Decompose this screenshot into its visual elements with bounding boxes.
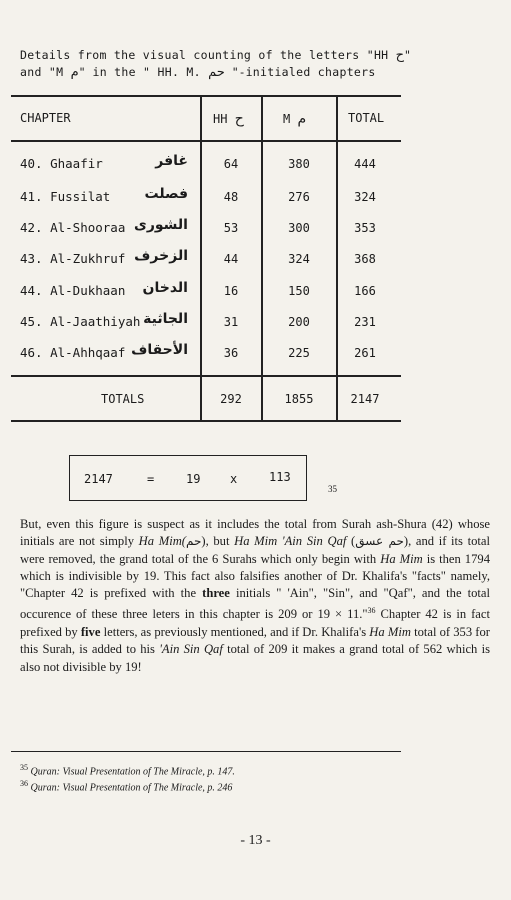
- chapter-arabic: غافر: [155, 153, 188, 169]
- table-totals-rule: [11, 375, 401, 377]
- row-total: 368: [354, 252, 376, 266]
- equation-box: [69, 455, 307, 501]
- hh-count: 16: [223, 284, 239, 298]
- times-sign: x: [230, 472, 238, 486]
- footnote-rule: [11, 751, 401, 752]
- hh-count: 53: [223, 221, 239, 235]
- hh-count: 36: [223, 346, 239, 360]
- header-chapter: CHAPTER: [20, 111, 71, 125]
- factor-113: 113: [269, 470, 291, 484]
- hh-count: 44: [223, 252, 239, 266]
- m-count: 225: [288, 346, 310, 360]
- footnote-36: $^{36}$ Quran: Visual Presentation of The Miracle, p. 246: [20, 779, 233, 794]
- factor-19: 19: [186, 472, 201, 486]
- arabic-letter-hh: ح: [395, 48, 405, 63]
- arabic-letters-hm: حم: [208, 65, 225, 80]
- arabic-letter-hh: ح: [234, 111, 244, 127]
- chapter-name: 46. Al-Ahhqaaf: [20, 345, 126, 360]
- chapter-arabic: الجاثية: [143, 311, 188, 327]
- header-hh: HH ح: [213, 111, 244, 127]
- hh-count: 64: [223, 157, 239, 171]
- m-count: 380: [288, 157, 310, 171]
- arabic-letter-m: م: [70, 65, 79, 80]
- footnote-ref-36: 36: [367, 606, 376, 616]
- arabic-letter-m: م: [297, 111, 307, 127]
- m-count: 300: [288, 221, 310, 235]
- m-count: 276: [288, 190, 310, 204]
- table-caption: [20, 47, 500, 81]
- equals-sign: =: [147, 472, 155, 486]
- row-total: 324: [354, 190, 376, 204]
- chapter-name: 44. Al-Dukhaan: [20, 283, 126, 298]
- m-count: 150: [288, 284, 310, 298]
- chapter-arabic: الأحقاف: [131, 342, 188, 358]
- chapter-arabic: الشورى: [134, 217, 188, 233]
- table-header-rule: [11, 140, 401, 142]
- totals-hh: 292: [220, 392, 242, 406]
- row-total: 444: [354, 157, 376, 171]
- m-count: 200: [288, 315, 310, 329]
- row-total: 261: [354, 346, 376, 360]
- totals-total: 2147: [350, 392, 380, 406]
- totals-label: TOTALS: [101, 392, 145, 406]
- m-count: 324: [288, 252, 310, 266]
- header-m: M م: [283, 111, 307, 127]
- chapter-name: 43. Al-Zukhruf: [20, 251, 126, 266]
- caption-line-1: Details from the visual counting of the letters "HH ح": [20, 48, 411, 63]
- hh-count: 31: [223, 315, 239, 329]
- chapter-name: 45. Al-Jaathiyah: [20, 314, 141, 329]
- chapter-arabic: الزخرف: [134, 248, 188, 264]
- footnote-35: $^{35}$ Quran: Visual Presentation of The Miracle, p. 147.: [20, 763, 235, 778]
- equation-lhs: 2147: [84, 472, 113, 486]
- chapter-name: 41. Fussilat: [20, 189, 111, 204]
- chapter-arabic: فصلت: [144, 186, 188, 202]
- table-bottom-rule: [11, 420, 401, 422]
- page-number: - 13 -: [240, 833, 271, 848]
- totals-m: 1855: [284, 392, 314, 406]
- chapter-name: 42. Al-Shooraa: [20, 220, 126, 235]
- footnote-ref-35: 35: [328, 484, 337, 494]
- body-paragraph: But, even this figure is suspect as it includes the total from Surah ash-Shura (42) whose initials are not simply Ha Mim(حم), but Ha Mim 'Ain Sin Qaf (حم عسق), and if its total were removed, the grand total of the 6 Surahs which only begin with Ha Mim is then 1794 which is indivisible by 19. This fact also falsifies another of Dr. Khalifa's "facts" namely, "Chapter 42 is prefixed with the three initials " 'Ain", "Sin", and "Qaf", and the total occurence of these three leters in this chapter is 209 or 19 × 11."$^{36}$ Chapter 42 is in fact prefixed by five letters, as previously mentioned, and if Dr. Khalifa's Ha Mim total of 353 for this Surah, is added to his 'Ain Sin Qaf total of 209 it makes a grand total of 562 which is also not divisible by 19!: [20, 517, 490, 674]
- row-total: 231: [354, 315, 376, 329]
- chapter-name: 40. Ghaafir: [20, 156, 103, 171]
- row-total: 353: [354, 221, 376, 235]
- hh-count: 48: [223, 190, 239, 204]
- caption-line-2: and "M م" in the " HH. M. حم "-initialed chapters: [20, 65, 376, 80]
- chapter-arabic: الدخان: [142, 280, 188, 296]
- row-total: 166: [354, 284, 376, 298]
- table-top-rule: [11, 95, 401, 97]
- header-total: TOTAL: [348, 111, 385, 125]
